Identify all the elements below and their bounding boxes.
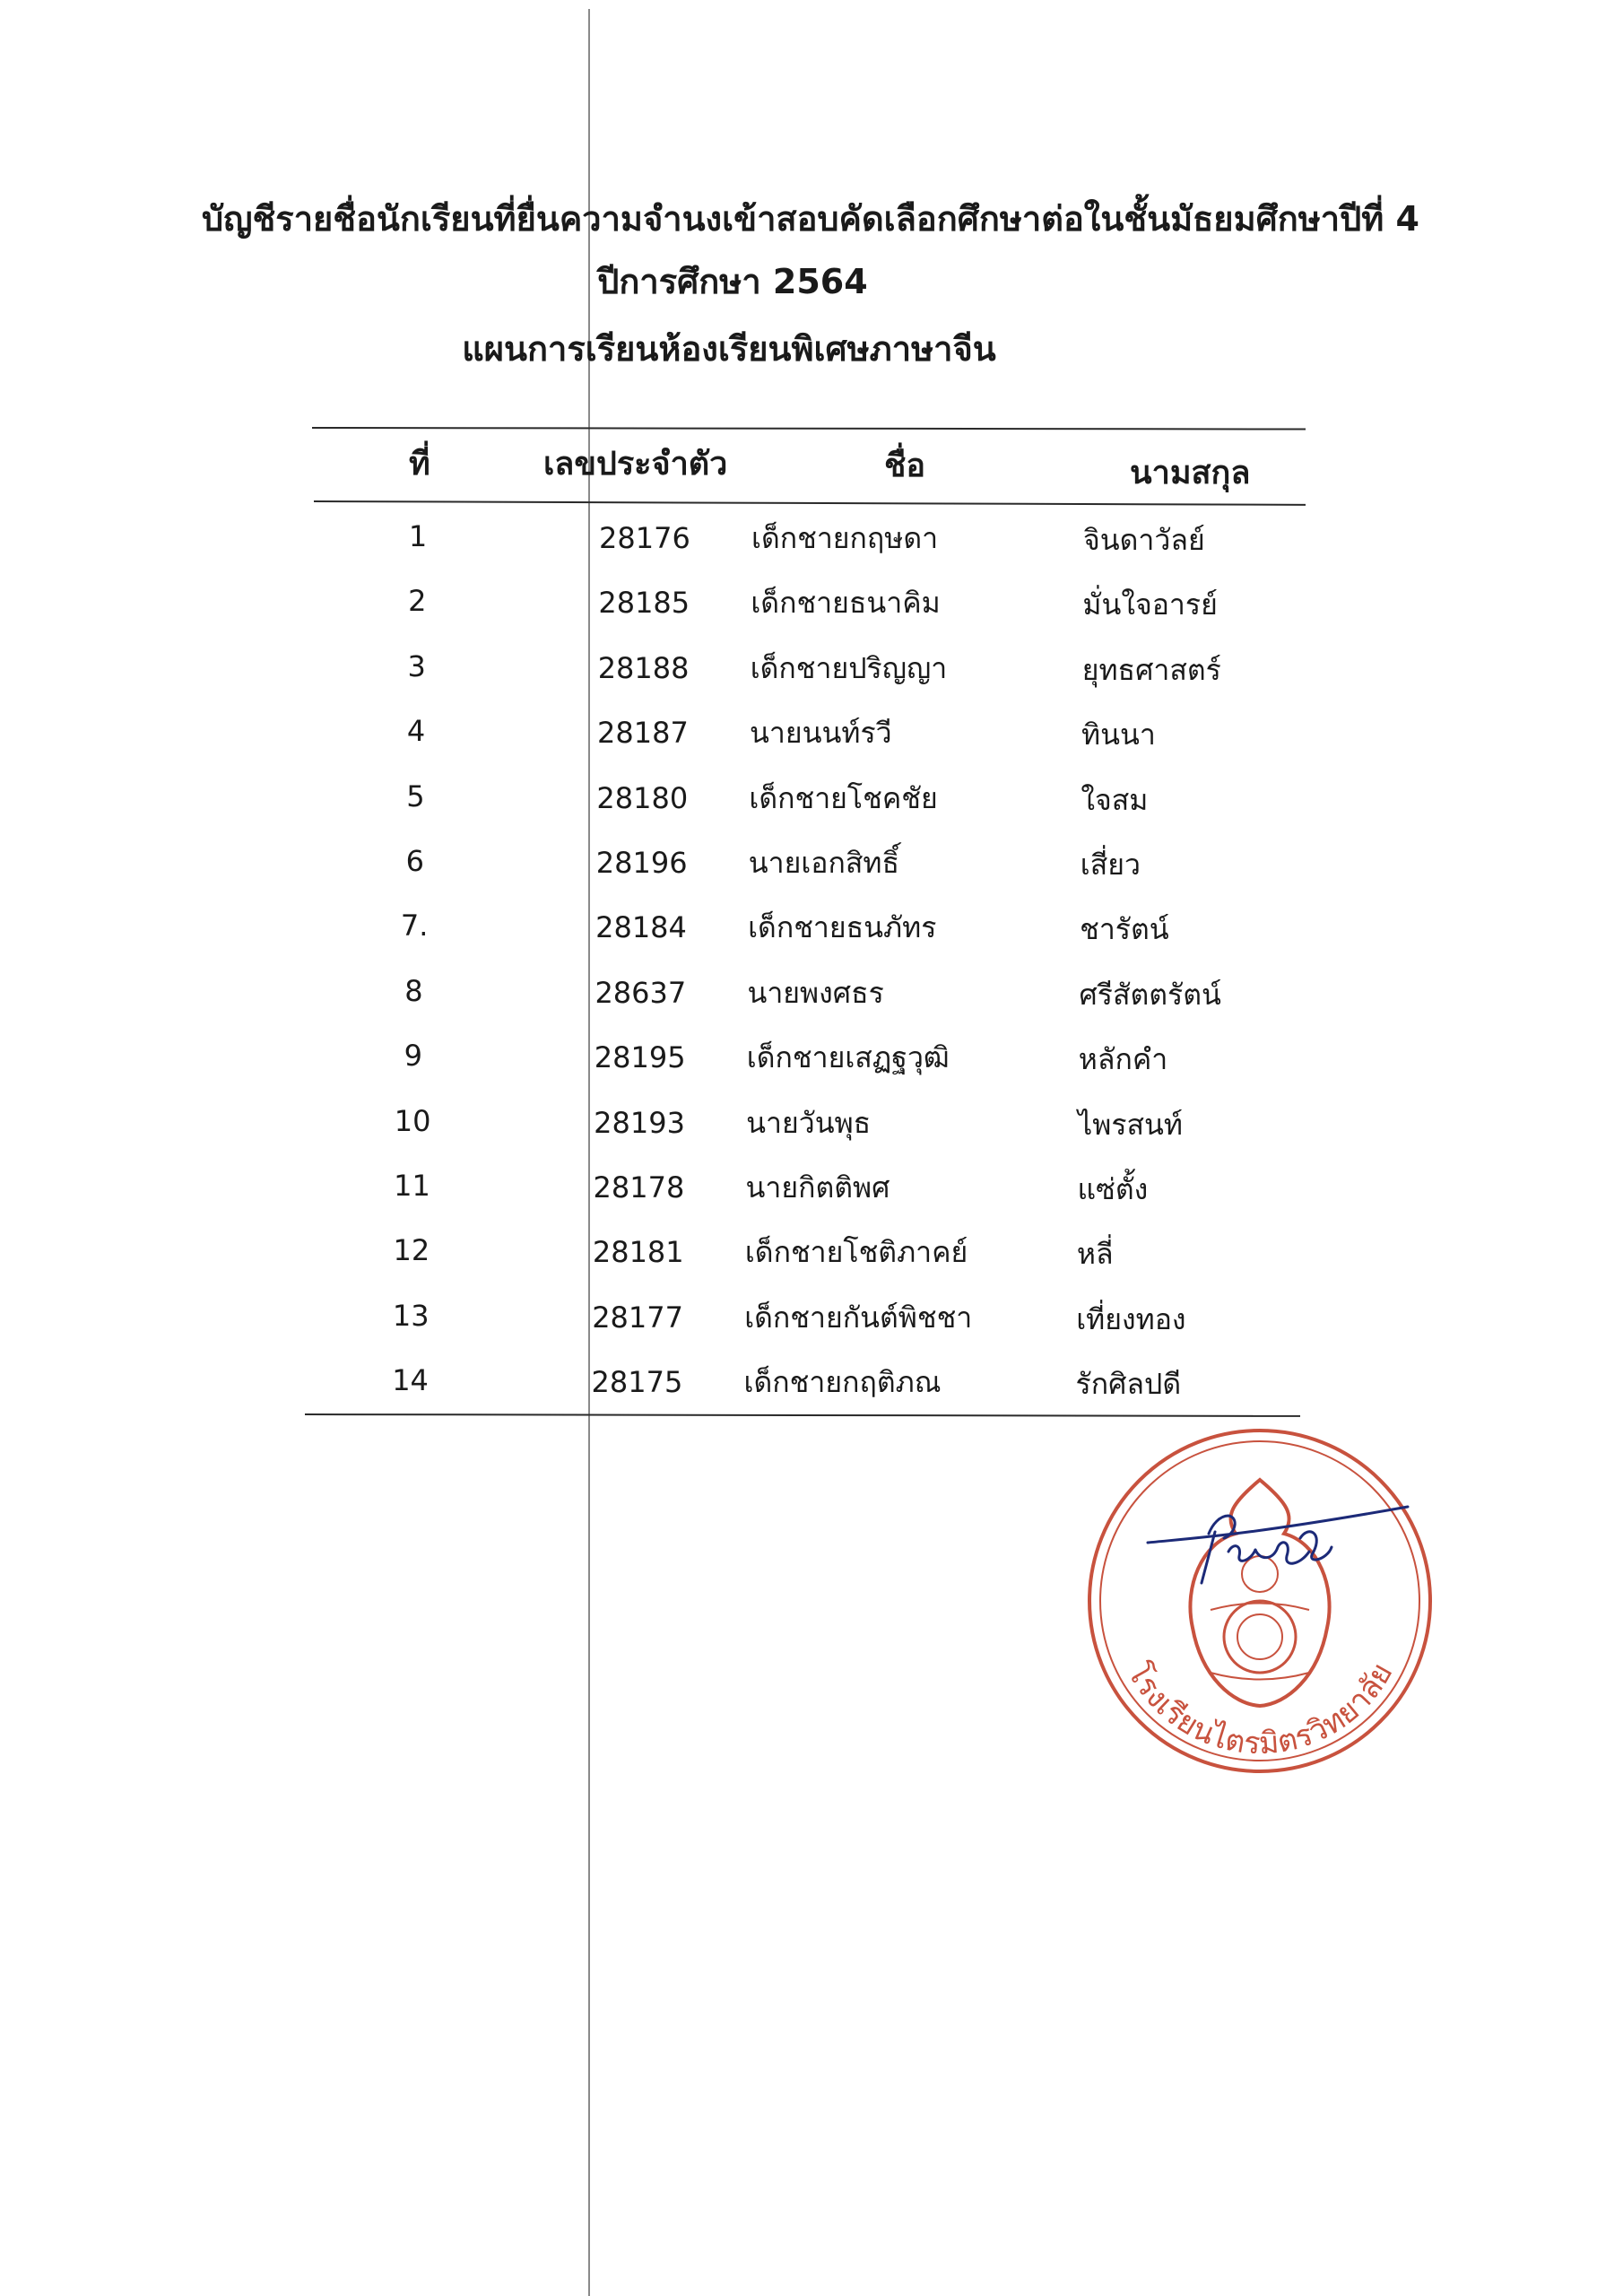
student-surname: แซ่ตั้ง (1077, 1172, 1149, 1206)
student-name: นายเอกสิทธิ์ (748, 846, 900, 880)
student-surname: รักศิลปดี (1075, 1367, 1182, 1402)
table-row (0, 1232, 1623, 1286)
table-header-rule (314, 500, 1306, 506)
student-surname: ศรีสัตตรัตน์ (1079, 977, 1221, 1012)
student-name: นายวันพุธ (746, 1105, 872, 1140)
student-id: 28196 (595, 846, 688, 880)
row-number: 12 (393, 1233, 430, 1268)
table-row (0, 1362, 1623, 1416)
student-name: เด็กชายธนภัทร (748, 910, 937, 945)
student-surname: เที่ยงทอง (1076, 1301, 1186, 1336)
student-id: 28185 (598, 586, 690, 621)
header-no: ที่ (409, 446, 430, 483)
table-row (0, 1168, 1623, 1222)
row-number: 3 (407, 648, 426, 683)
document-title: บัญชีรายชื่อนักเรียนที่ยื่นความจำนงเข้าสอบคัดเลือกศึกษาต่อในชั้นมัธยมศึกษาปีที่ 4 (202, 199, 1419, 239)
table-row (0, 973, 1623, 1027)
header-surname: นามสกุล (1130, 455, 1251, 491)
student-id: 28637 (595, 975, 687, 1010)
row-number: 1 (408, 519, 428, 553)
student-id: 28180 (596, 780, 689, 815)
table-row (0, 778, 1623, 832)
row-number: 7. (400, 909, 429, 944)
student-surname: หลี่ (1076, 1237, 1114, 1272)
student-name: เด็กชายเสฏฐวุฒิ (746, 1040, 950, 1075)
header-name: ชื่อ (884, 448, 926, 484)
student-surname: มั่นใจอารย์ (1082, 587, 1218, 622)
student-name: นายกิตติพศ (745, 1170, 890, 1205)
table-row (0, 843, 1623, 897)
academic-year: ปีการศึกษา 2564 (597, 262, 868, 301)
student-surname: ชารัตน์ (1080, 912, 1169, 947)
student-name: เด็กชายกฤษดา (751, 521, 939, 555)
student-id: 28176 (599, 521, 690, 555)
student-id: 28177 (592, 1300, 683, 1335)
table-row (0, 908, 1623, 961)
student-surname: ไพรสนท์ (1078, 1107, 1184, 1142)
student-surname: หลักคำ (1078, 1042, 1168, 1077)
row-number: 10 (394, 1103, 431, 1138)
student-id: 28193 (594, 1105, 685, 1140)
student-id: 28195 (594, 1040, 686, 1075)
student-name: เด็กชายกฤติภณ (743, 1365, 942, 1400)
table-row (0, 1103, 1623, 1157)
student-surname: ยุทธศาสตร์ (1081, 652, 1221, 687)
row-number: 9 (404, 1039, 422, 1074)
table-row (0, 518, 1623, 572)
student-id: 28187 (597, 716, 689, 751)
student-name: เด็กชายโชติภาคย์ (744, 1235, 968, 1270)
student-surname: เสี่ยว (1080, 848, 1141, 882)
seal-text: โรงเรียนไตรมิตรวิทยาลัย (1119, 1657, 1401, 1762)
table-row (0, 1298, 1623, 1352)
table-row (0, 583, 1623, 637)
row-number: 6 (405, 844, 424, 878)
row-number: 11 (394, 1169, 430, 1203)
student-id: 28175 (591, 1365, 683, 1400)
student-surname: ใจสม (1081, 782, 1149, 817)
row-number: 14 (392, 1363, 429, 1398)
row-number: 2 (408, 584, 427, 619)
program-name: แผนการเรียนห้องเรียนพิเศษภาษาจีน (462, 329, 996, 369)
student-id: 28184 (595, 910, 687, 945)
row-number: 8 (404, 973, 423, 1008)
table-row (0, 648, 1623, 702)
row-number: 5 (406, 778, 425, 813)
student-id: 28181 (592, 1235, 684, 1270)
student-name: นายนนท์รวี (750, 716, 892, 751)
header-student-id: เลขประจำตัว (543, 446, 728, 483)
student-name: เด็กชายโชคชัย (749, 780, 938, 815)
signature (1139, 1489, 1435, 1614)
student-surname: จินดาวัลย์ (1083, 523, 1205, 557)
table-row (0, 1038, 1623, 1091)
row-number: 4 (406, 714, 426, 749)
student-name: เด็กชายกันต์พิชชา (744, 1300, 973, 1335)
student-name: เด็กชายธนาคิม (751, 586, 941, 621)
row-number: 13 (392, 1298, 430, 1333)
student-name: เด็กชายปริญญา (750, 650, 948, 685)
table-row (0, 713, 1623, 767)
student-name: นายพงศธร (747, 975, 884, 1010)
student-surname: ทินนา (1081, 718, 1156, 752)
student-id: 28188 (597, 650, 690, 685)
table-top-rule (312, 427, 1306, 430)
student-id: 28178 (593, 1170, 685, 1205)
